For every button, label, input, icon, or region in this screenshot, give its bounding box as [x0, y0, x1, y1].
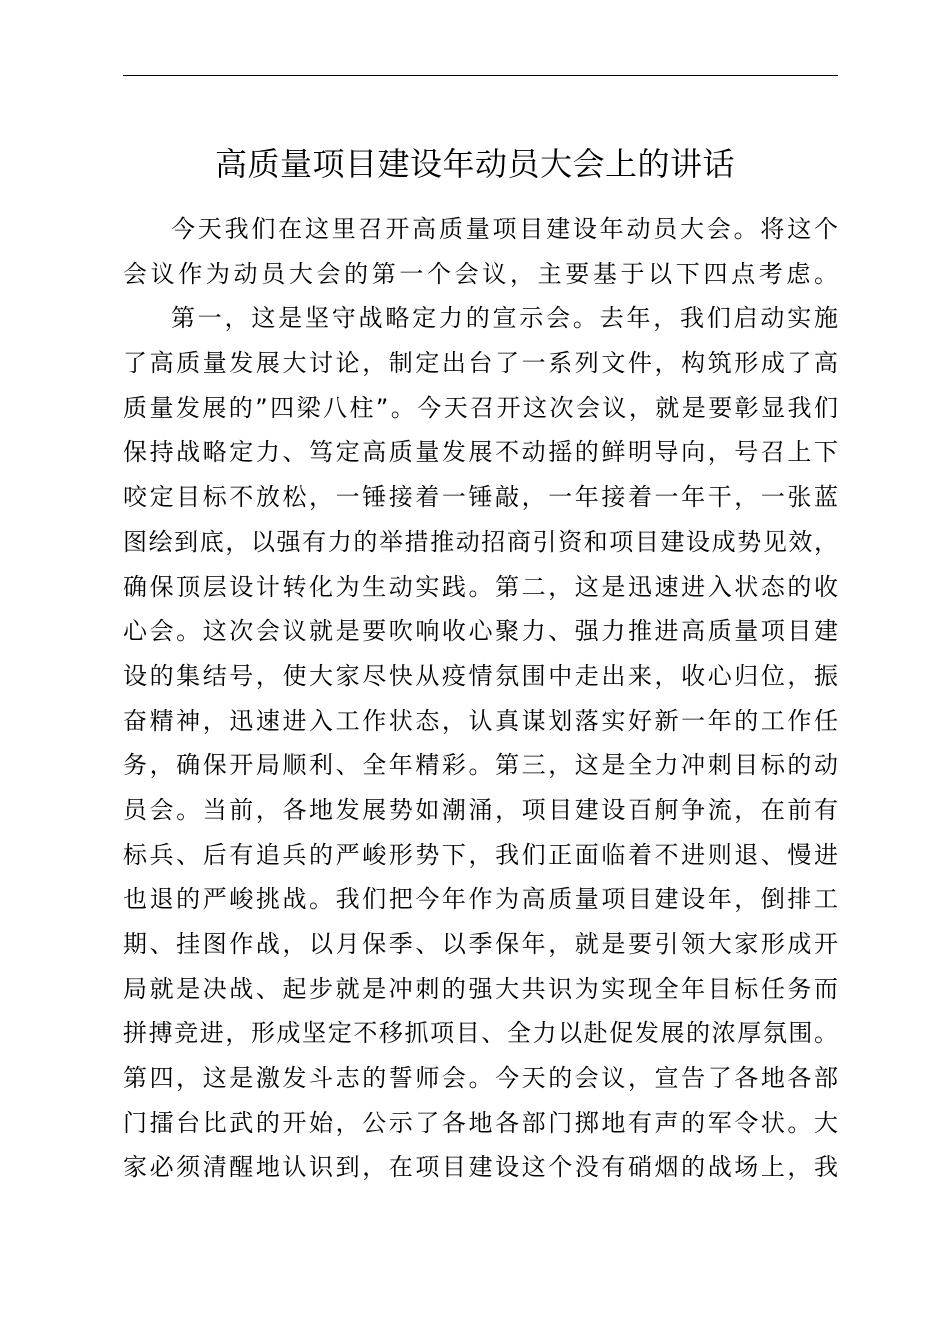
- paragraph-line: 今天我们在这里召开高质量项目建设年动员大会。将这个: [171, 215, 838, 243]
- paragraph-line: 图绘到底，以强有力的举措推动招商引资和项目建设成势见效，: [123, 527, 838, 556]
- paragraph-line: 第四，这是激发斗志的誓师会。今天的会议，宣告了各地各部: [123, 1064, 838, 1093]
- paragraph-line: 也退的严峻挑战。我们把今年作为高质量项目建设年，倒排工: [123, 885, 838, 914]
- paragraph-line: 门擂台比武的开始，公示了各地各部门掷地有声的军令状。大: [123, 1108, 838, 1137]
- paragraph-line: 期、挂图作战，以月保季、以季保年，就是要引领大家形成开: [123, 930, 838, 958]
- paragraph-line: 务，确保开局顺利、全年精彩。第三，这是全力冲刺目标的动: [123, 751, 838, 780]
- paragraph-line: 员会。当前，各地发展势如潮涌，项目建设百舸争流，在前有: [123, 795, 838, 824]
- paragraph-line: 家必须清醒地认识到，在项目建设这个没有硝烟的战场上，我: [123, 1153, 838, 1182]
- header-rule: [123, 75, 838, 76]
- paragraph-line: 标兵、后有追兵的严峻形势下，我们正面临着不进则退、慢进: [123, 840, 838, 869]
- paragraph-line: 设的集结号，使大家尽快从疫情氛围中走出来，收心归位，振: [123, 661, 838, 690]
- paragraph-line: 保持战略定力、笃定高质量发展不动摇的鲜明导向，号召上下: [123, 438, 838, 467]
- paragraph-line: 心会。这次会议就是要吹响收心聚力、强力推进高质量项目建: [123, 617, 838, 646]
- document-title: 高质量项目建设年动员大会上的讲话: [214, 145, 735, 183]
- paragraph-line: 质量发展的”四梁八柱”。今天召开这次会议，就是要彰显我们: [123, 393, 838, 422]
- paragraph-line: 了高质量发展大讨论，制定出台了一系列文件，构筑形成了高: [123, 349, 838, 378]
- paragraph-line: 确保顶层设计转化为生动实践。第二，这是迅速进入状态的收: [123, 572, 838, 601]
- paragraph-line: 第一，这是坚守战略定力的宣示会。去年，我们启动实施: [171, 304, 838, 333]
- document-body: [123, 207, 838, 1190]
- paragraph-line: 局就是决战、起步就是冲刺的强大共识为实现全年目标任务而: [123, 974, 838, 1003]
- paragraph-line: 拼搏竞进，形成坚定不移抓项目、全力以赴促发展的浓厚氛围。: [123, 1019, 838, 1048]
- paragraph-line: 会议作为动员大会的第一个会议，主要基于以下四点考虑。: [123, 259, 838, 288]
- paragraph-line: 咬定目标不放松，一锤接着一锤敲，一年接着一年干，一张蓝: [123, 483, 838, 512]
- paragraph-line: 奋精神，迅速进入工作状态，认真谋划落实好新一年的工作任: [123, 706, 838, 735]
